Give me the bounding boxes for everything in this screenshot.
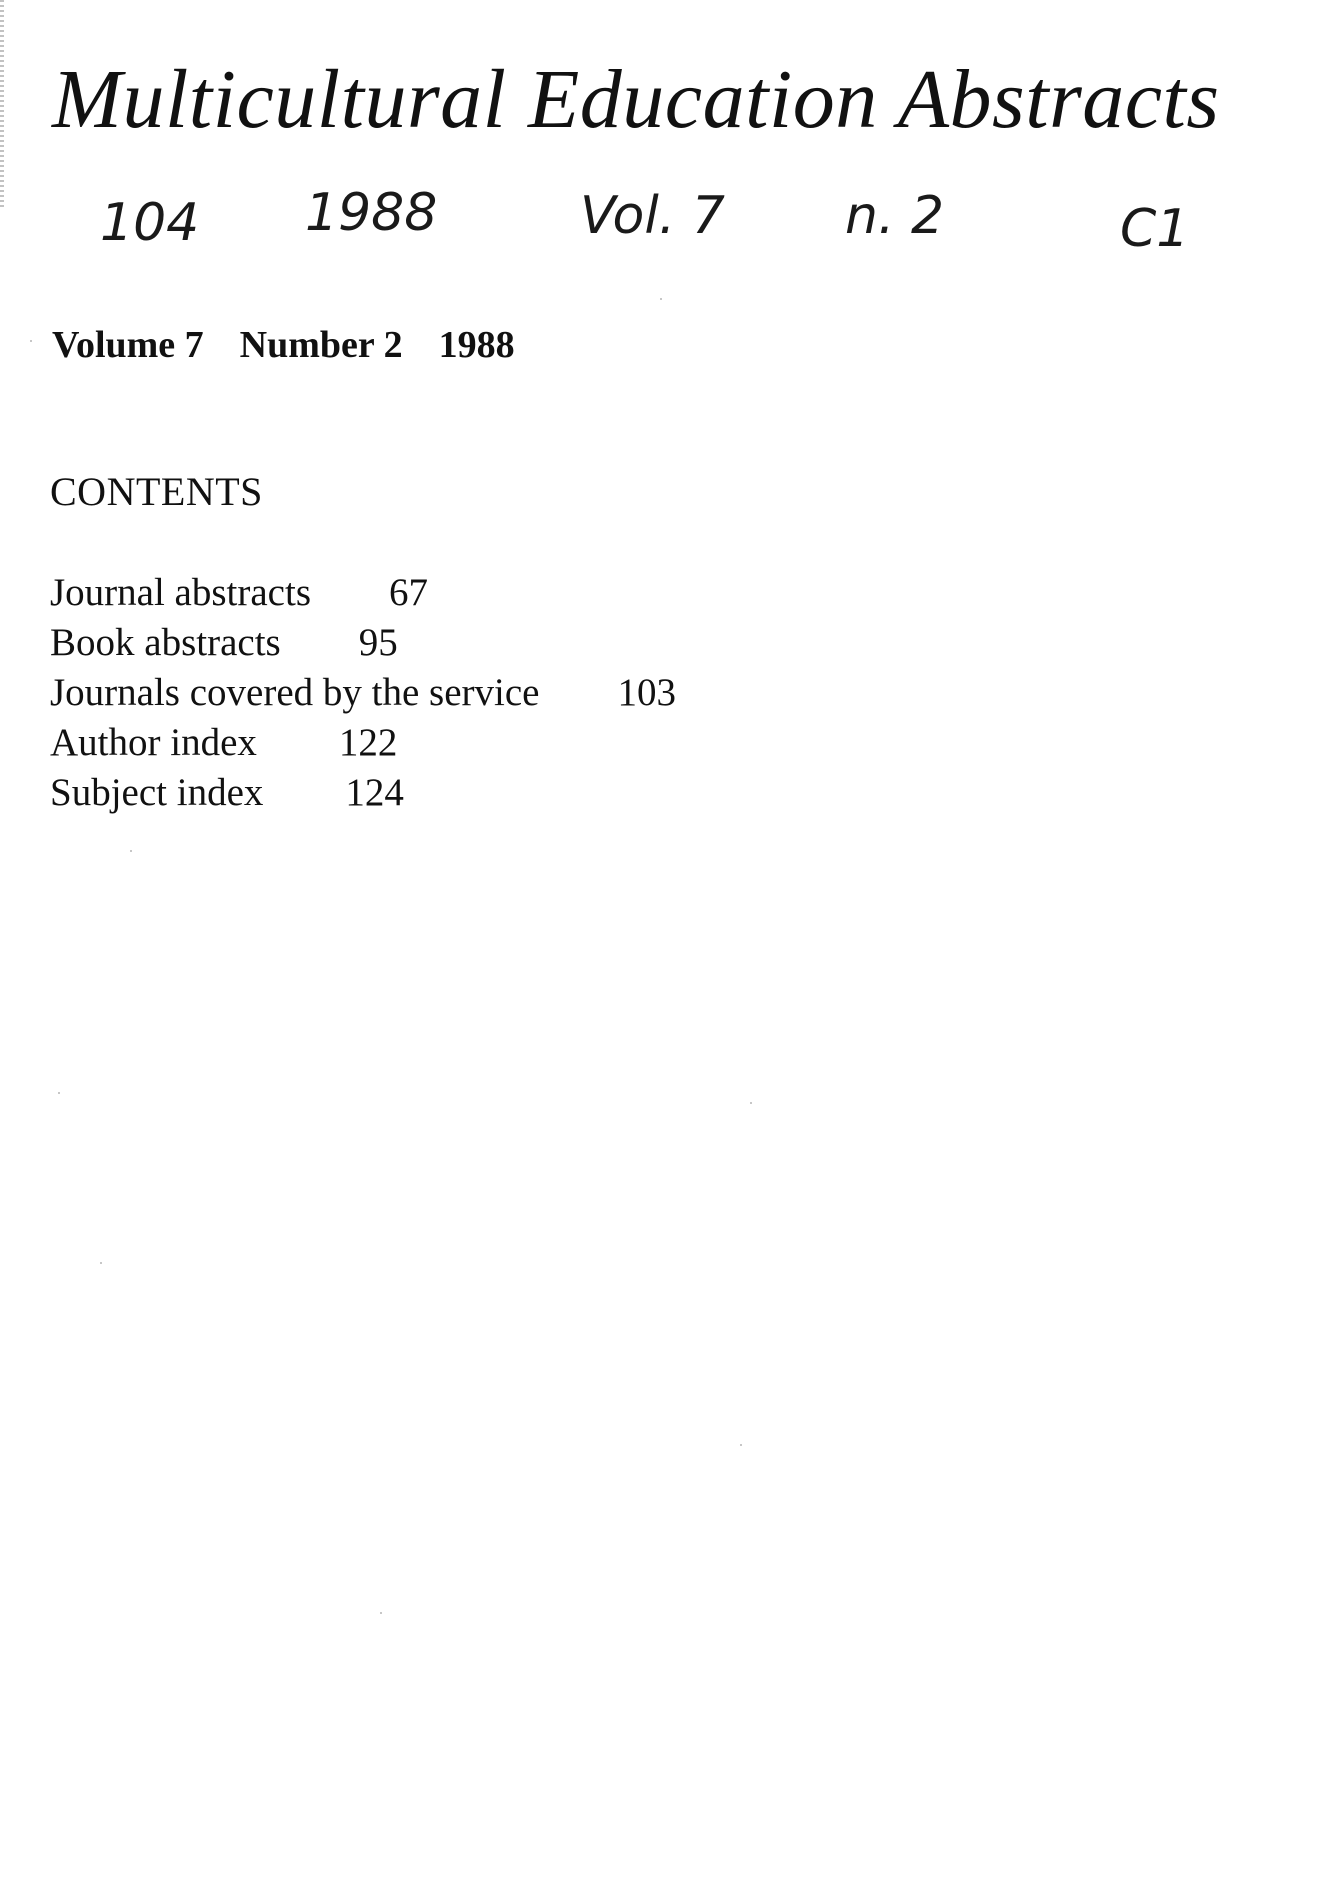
toc-entry-title: Journals covered by the service [50, 671, 540, 714]
toc-entry-page: 124 [345, 771, 404, 814]
scan-speck [740, 1444, 742, 1446]
handwritten-number: n. 2 [845, 186, 945, 246]
handwritten-call-number: 104 [100, 193, 200, 253]
toc-entry [50, 668, 676, 718]
handwritten-year: 1988 [305, 183, 438, 243]
scan-speck [58, 1092, 60, 1094]
issue-line [52, 323, 515, 367]
scan-speck [100, 1262, 102, 1264]
toc-entry [50, 768, 676, 818]
handwritten-annotation [100, 178, 1240, 268]
toc-entry [50, 718, 676, 768]
toc-entry [50, 618, 676, 668]
contents-heading: CONTENTS [50, 469, 263, 514]
scan-speck [130, 850, 132, 852]
issue-year: 1988 [438, 324, 515, 366]
scan-speck [380, 1612, 382, 1614]
scan-speck [660, 298, 662, 300]
scan-speck [30, 340, 32, 342]
toc-entry-title: Author index [50, 721, 257, 764]
handwritten-copy: C1 [1120, 199, 1190, 259]
journal-title: Multicultural Education Abstracts [52, 53, 1220, 146]
toc-entry-page: 122 [338, 721, 398, 764]
scan-speck [750, 1102, 752, 1104]
toc-entry-page: 67 [389, 571, 429, 614]
table-of-contents [50, 568, 676, 818]
toc-entry-title: Journal abstracts [50, 571, 312, 614]
toc-entry-page: 95 [358, 621, 398, 664]
issue-number: Number 2 [239, 324, 403, 366]
scan-edge-artifact [0, 0, 4, 210]
toc-entry-title: Book abstracts [50, 621, 281, 664]
toc-entry-page: 103 [617, 671, 676, 714]
handwritten-volume: Vol. 7 [580, 186, 725, 246]
issue-volume: Volume 7 [52, 324, 204, 366]
toc-entry-title: Subject index [50, 771, 264, 814]
toc-entry [50, 568, 676, 618]
